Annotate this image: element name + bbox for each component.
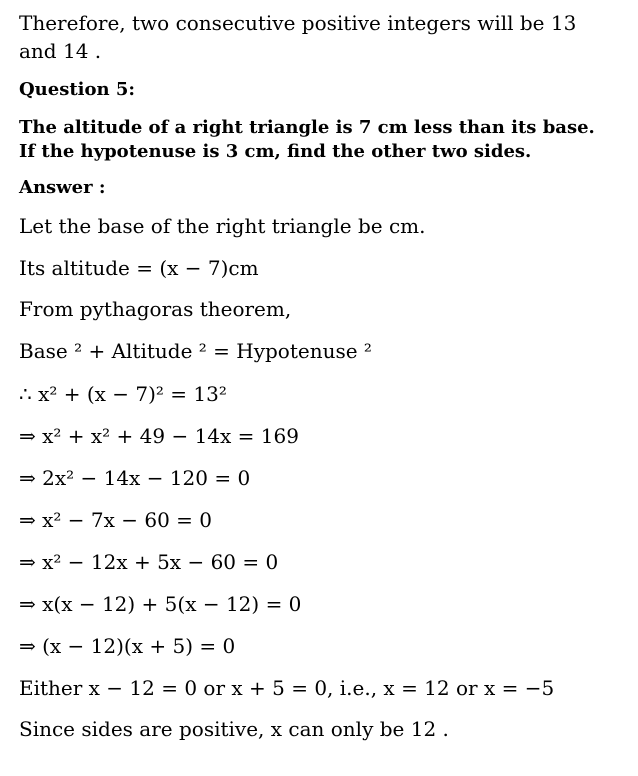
question-text-line-1: The altitude of a right triangle is 7 cm less than its base. bbox=[19, 117, 595, 138]
answer-line-10: ⇒ x(x − 12) + 5(x − 12) = 0 bbox=[19, 592, 302, 616]
answer-line-11: ⇒ (x − 12)(x + 5) = 0 bbox=[19, 634, 236, 658]
question-text-line-2: If the hypotenuse is 3 cm, find the other two sides. bbox=[19, 141, 532, 162]
answer-line-3: From pythagoras theorem, bbox=[19, 297, 292, 321]
answer-line-6: ⇒ x² + x² + 49 − 14x = 169 bbox=[19, 424, 299, 448]
answer-line-4: Base ² + Altitude ² = Hypotenuse ² bbox=[19, 339, 372, 363]
answer-line-7: ⇒ 2x² − 14x − 120 = 0 bbox=[19, 466, 251, 490]
answer-line-12: Either x − 12 = 0 or x + 5 = 0, i.e., x = 12 or x = −5 bbox=[19, 676, 555, 700]
intro-line-1: Therefore, two consecutive positive integers will be 13 bbox=[19, 11, 577, 35]
answer-line-9: ⇒ x² − 12x + 5x − 60 = 0 bbox=[19, 550, 279, 574]
answer-line-5: ∴ x² + (x − 7)² = 13² bbox=[19, 382, 227, 406]
answer-line-8: ⇒ x² − 7x − 60 = 0 bbox=[19, 508, 213, 532]
question-heading: Question 5: bbox=[19, 79, 136, 100]
answer-heading: Answer : bbox=[19, 177, 106, 198]
answer-line-2: Its altitude = (x − 7)cm bbox=[19, 256, 259, 280]
answer-line-1: Let the base of the right triangle be cm. bbox=[19, 214, 426, 238]
intro-line-2: and 14 . bbox=[19, 39, 102, 63]
answer-line-13: Since sides are positive, x can only be 12 . bbox=[19, 717, 449, 741]
